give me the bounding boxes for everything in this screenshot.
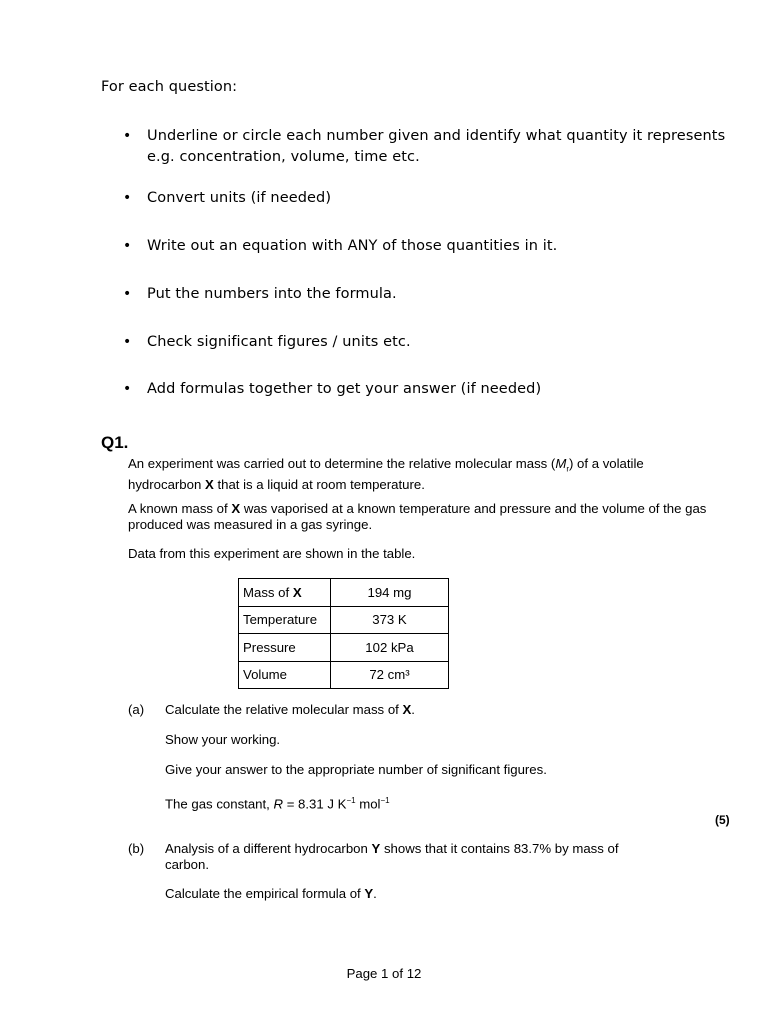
question-title: Q1.: [101, 433, 129, 452]
instructions-list: [120, 126, 730, 400]
volume-label: Volume: [239, 661, 331, 689]
bullet-icon: •: [123, 128, 132, 144]
list-item: • Convert units (if needed): [120, 188, 730, 209]
page-number: Page 1 of 12: [346, 966, 422, 981]
bullet-icon: •: [123, 381, 132, 397]
list-item: • Write out an equation with ANY of those quantities in it.: [120, 236, 730, 257]
temperature-label: Temperature: [239, 606, 331, 634]
table-row: [239, 634, 449, 662]
temperature-value: 373 K: [331, 606, 449, 634]
table-row: [239, 606, 449, 634]
mass-value: 194 mg: [331, 579, 449, 607]
bullet-icon: •: [123, 334, 132, 350]
marks-label: (5): [715, 813, 730, 827]
part-a-line-2: Show your working.: [165, 732, 281, 747]
question-paragraph-1: An experiment was carried out to determine the relative molecular mass $(M_r)$ of a volatile hydrocarbon X that is a liquid at room temperature.: [128, 456, 644, 493]
question-paragraph-3: Data from this experiment are shown in the table.: [128, 546, 416, 561]
part-a-line-1: Calculate the relative molecular mass of X.: [165, 702, 415, 717]
instructions-intro: For each question:: [101, 79, 238, 95]
mass-label: Mass of X: [239, 579, 331, 607]
gas-constant-line: The gas constant, R = 8.31 J $K^{-1}$ mol$^{-1}$: [165, 796, 390, 812]
list-item: • Put the numbers into the formula.: [120, 284, 730, 305]
pressure-label: Pressure: [239, 634, 331, 662]
bullet-icon: •: [123, 286, 132, 302]
volume-value: 72 cm³: [331, 661, 449, 689]
part-a-label: (a): [128, 702, 145, 717]
part-a-line-3: Give your answer to the appropriate number of significant figures.: [165, 762, 547, 777]
bullet-icon: •: [123, 190, 132, 206]
list-item: • Add formulas together to get your answer (if needed): [120, 379, 730, 400]
list-item: • Check significant figures / units etc.: [120, 332, 730, 353]
list-item: • Underline or circle each number given and identify what quantity it represents e.g. concentration, volume, time etc.: [123, 128, 726, 165]
part-b-label: (b): [128, 841, 145, 856]
data-table: [238, 578, 449, 689]
part-b-line-2: Calculate the empirical formula of Y.: [165, 886, 377, 901]
question-paragraph-2: A known mass of X was vaporised at a known temperature and pressure and the volume of the gas produced was measured in a gas syringe.: [128, 501, 707, 532]
table-row: [239, 579, 449, 607]
part-b-line-1: Analysis of a different hydrocarbon Y shows that it contains 83.7% by mass of carbon.: [165, 841, 619, 872]
pressure-value: 102 kPa: [331, 634, 449, 662]
bullet-icon: •: [123, 238, 132, 254]
table-row: [239, 661, 449, 689]
